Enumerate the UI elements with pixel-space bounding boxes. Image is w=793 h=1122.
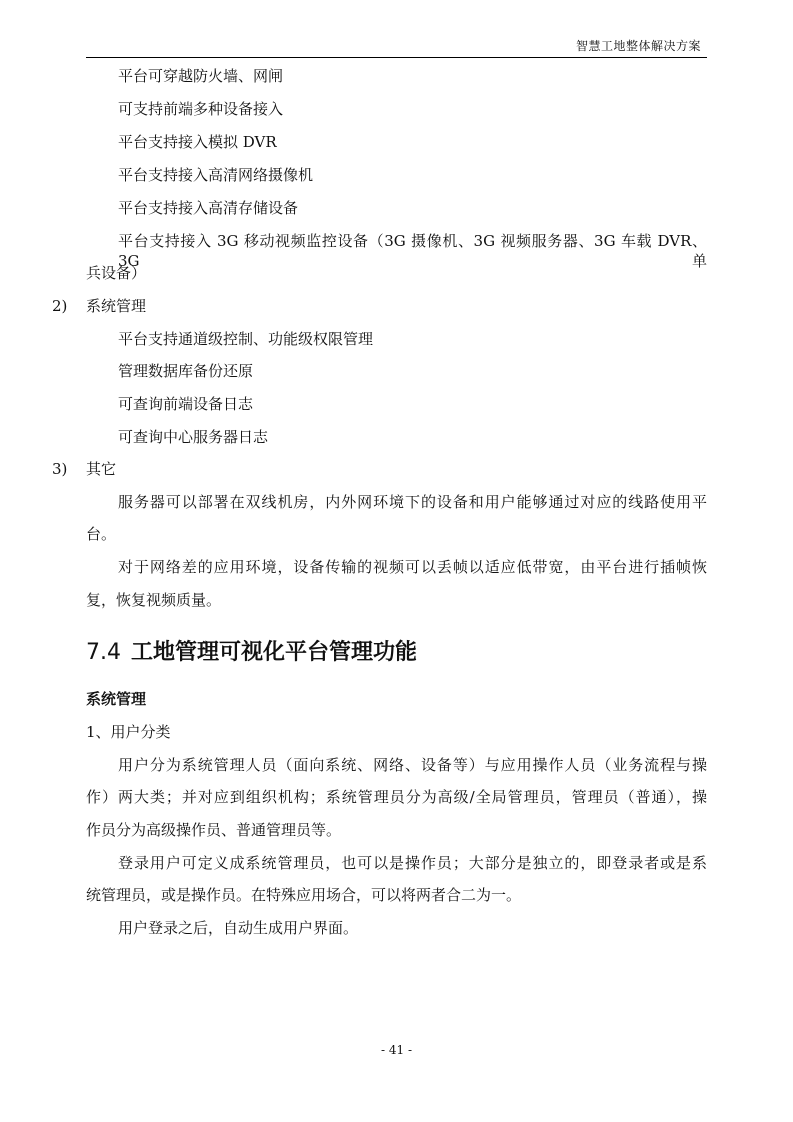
section-heading — [86, 638, 417, 668]
list-item: 平台支持接入高清网络摄像机 — [118, 166, 314, 184]
subsection-heading: 系统管理 — [86, 690, 147, 708]
item2-number: 2) — [52, 297, 68, 315]
item3-number: 3) — [52, 460, 68, 478]
list-item: 平台可穿越防火墙、网闸 — [118, 67, 284, 85]
header-rule — [86, 57, 707, 58]
paragraph-line: 台。 — [86, 525, 117, 543]
section-number: 7.4 — [86, 640, 121, 665]
user-class-heading: 1、用户分类 — [86, 723, 171, 741]
list-item: 平台支持接入模拟 DVR — [118, 133, 277, 151]
paragraph-line: 用户分为系统管理人员（面向系统、网络、设备等）与应用操作人员（业务流程与操 — [118, 756, 707, 774]
list-item: 平台支持接入高清存储设备 — [118, 199, 299, 217]
paragraph-line: 统管理员，或是操作员。在特殊应用场合，可以将两者合二为一。 — [86, 886, 522, 904]
item2-label: 系统管理 — [86, 297, 147, 315]
page-number: - 41 - — [380, 1043, 412, 1057]
paragraph-line: 作）两大类；并对应到组织机构；系统管理员分为高级/全局管理员，管理员（普通），操 — [86, 788, 707, 806]
list-item: 平台支持通道级控制、功能级权限管理 — [118, 330, 374, 348]
paragraph-line: 登录用户可定义成系统管理员，也可以是操作员；大部分是独立的，即登录者或是系 — [118, 854, 707, 872]
list-item: 可查询前端设备日志 — [118, 395, 254, 413]
paragraph-line: 复，恢复视频质量。 — [86, 591, 222, 609]
list-item: 可支持前端多种设备接入 — [118, 100, 284, 118]
list-item: 可查询中心服务器日志 — [118, 428, 269, 446]
paragraph-line: 对于网络差的应用环境，设备传输的视频可以丢帧以适应低带宽，由平台进行插帧恢 — [118, 558, 707, 576]
list-item-3g-line1: 平台支持接入 3G 移动视频监控设备（3G 摄像机、3G 视频服务器、3G 车载 DVR、3G 单 — [118, 232, 707, 270]
section-title: 工地管理可视化平台管理功能 — [131, 640, 418, 665]
paragraph-line: 作员分为高级操作员、普通管理员等。 — [86, 821, 342, 839]
running-header: 智慧工地整体解决方案 — [575, 39, 701, 53]
list-item: 管理数据库备份还原 — [118, 362, 254, 380]
paragraph-line: 服务器可以部署在双线机房，内外网环境下的设备和用户能够通过对应的线路使用平 — [118, 493, 707, 511]
paragraph-line: 用户登录之后，自动生成用户界面。 — [118, 919, 359, 937]
list-item-3g-line2: 兵设备） — [86, 264, 147, 282]
item3-label: 其它 — [86, 460, 117, 478]
